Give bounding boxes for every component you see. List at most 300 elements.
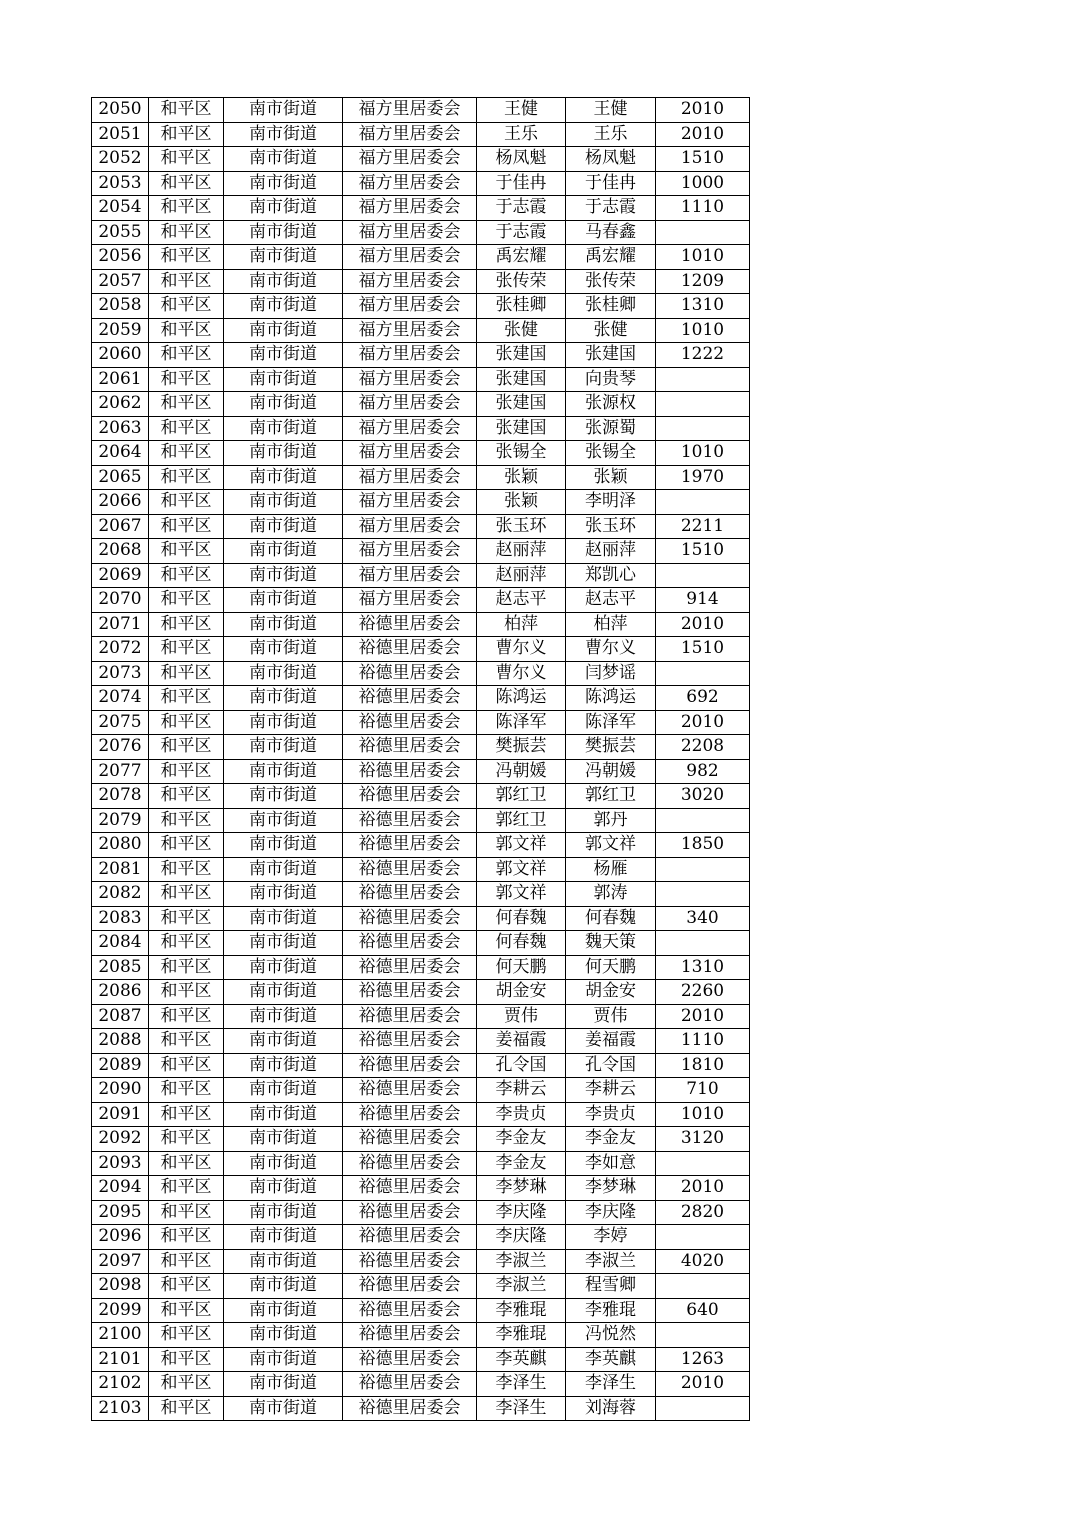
street-cell: 南市街道 (224, 857, 343, 882)
street-cell: 南市街道 (224, 416, 343, 441)
member-name-cell: 张传荣 (566, 269, 656, 294)
table-row (92, 1323, 750, 1348)
committee-cell: 裕德里居委会 (343, 1323, 477, 1348)
row-number-cell: 2060 (92, 343, 149, 368)
householder-cell: 张传荣 (477, 269, 566, 294)
amount-cell: 3120 (656, 1127, 750, 1152)
table-row (92, 931, 750, 956)
street-cell: 南市街道 (224, 1176, 343, 1201)
member-name-cell: 程雪卿 (566, 1274, 656, 1299)
street-cell: 南市街道 (224, 1029, 343, 1054)
householder-cell: 张建国 (477, 416, 566, 441)
amount-cell (656, 563, 750, 588)
district-cell: 和平区 (149, 906, 224, 931)
row-number-cell: 2095 (92, 1200, 149, 1225)
amount-cell (656, 1225, 750, 1250)
committee-cell: 裕德里居委会 (343, 1225, 477, 1250)
committee-cell: 福方里居委会 (343, 367, 477, 392)
amount-cell: 1110 (656, 1029, 750, 1054)
member-name-cell: 魏天策 (566, 931, 656, 956)
table-row (92, 343, 750, 368)
householder-cell: 于志霞 (477, 220, 566, 245)
householder-cell: 郭文祥 (477, 833, 566, 858)
row-number-cell: 2052 (92, 147, 149, 172)
committee-cell: 裕德里居委会 (343, 1396, 477, 1421)
member-name-cell: 冯朝媛 (566, 759, 656, 784)
district-cell: 和平区 (149, 392, 224, 417)
row-number-cell: 2062 (92, 392, 149, 417)
member-name-cell: 赵志平 (566, 588, 656, 613)
householder-cell: 姜福霞 (477, 1029, 566, 1054)
amount-cell (656, 931, 750, 956)
amount-cell: 1510 (656, 147, 750, 172)
row-number-cell: 2090 (92, 1078, 149, 1103)
amount-cell: 1010 (656, 441, 750, 466)
street-cell: 南市街道 (224, 1225, 343, 1250)
member-name-cell: 马春鑫 (566, 220, 656, 245)
amount-cell: 2010 (656, 612, 750, 637)
district-cell: 和平区 (149, 735, 224, 760)
district-cell: 和平区 (149, 465, 224, 490)
amount-cell (656, 1396, 750, 1421)
householder-cell: 杨凤魁 (477, 147, 566, 172)
row-number-cell: 2092 (92, 1127, 149, 1152)
district-cell: 和平区 (149, 1347, 224, 1372)
row-number-cell: 2100 (92, 1323, 149, 1348)
district-cell: 和平区 (149, 1298, 224, 1323)
member-name-cell: 于佳冉 (566, 171, 656, 196)
row-number-cell: 2084 (92, 931, 149, 956)
householder-cell: 赵志平 (477, 588, 566, 613)
committee-cell: 裕德里居委会 (343, 1004, 477, 1029)
householder-cell: 陈泽军 (477, 710, 566, 735)
row-number-cell: 2082 (92, 882, 149, 907)
row-number-cell: 2072 (92, 637, 149, 662)
table-row (92, 808, 750, 833)
district-cell: 和平区 (149, 416, 224, 441)
committee-cell: 裕德里居委会 (343, 735, 477, 760)
committee-cell: 裕德里居委会 (343, 808, 477, 833)
householder-cell: 李贵贞 (477, 1102, 566, 1127)
table-row (92, 1200, 750, 1225)
amount-cell (656, 416, 750, 441)
district-cell: 和平区 (149, 1053, 224, 1078)
householder-cell: 郭红卫 (477, 784, 566, 809)
householder-cell: 禹宏耀 (477, 245, 566, 270)
member-name-cell: 李庆隆 (566, 1200, 656, 1225)
street-cell: 南市街道 (224, 171, 343, 196)
member-name-cell: 贾伟 (566, 1004, 656, 1029)
table-row (92, 122, 750, 147)
district-cell: 和平区 (149, 857, 224, 882)
member-name-cell: 李贵贞 (566, 1102, 656, 1127)
committee-cell: 福方里居委会 (343, 563, 477, 588)
member-name-cell: 张建国 (566, 343, 656, 368)
district-cell: 和平区 (149, 882, 224, 907)
table-row (92, 1274, 750, 1299)
row-number-cell: 2070 (92, 588, 149, 613)
district-cell: 和平区 (149, 1004, 224, 1029)
district-cell: 和平区 (149, 808, 224, 833)
street-cell: 南市街道 (224, 955, 343, 980)
table-row (92, 1176, 750, 1201)
householder-cell: 张桂卿 (477, 294, 566, 319)
row-number-cell: 2063 (92, 416, 149, 441)
table-row (92, 269, 750, 294)
table-row (92, 514, 750, 539)
householder-cell: 柏萍 (477, 612, 566, 637)
street-cell: 南市街道 (224, 441, 343, 466)
district-cell: 和平区 (149, 196, 224, 221)
committee-cell: 裕德里居委会 (343, 1274, 477, 1299)
member-name-cell: 李雅琨 (566, 1298, 656, 1323)
district-cell: 和平区 (149, 1274, 224, 1299)
member-name-cell: 柏萍 (566, 612, 656, 637)
row-number-cell: 2085 (92, 955, 149, 980)
row-number-cell: 2093 (92, 1151, 149, 1176)
amount-cell: 2010 (656, 1176, 750, 1201)
amount-cell (656, 490, 750, 515)
member-name-cell: 郭涛 (566, 882, 656, 907)
row-number-cell: 2102 (92, 1372, 149, 1397)
committee-cell: 福方里居委会 (343, 465, 477, 490)
table-row (92, 147, 750, 172)
row-number-cell: 2071 (92, 612, 149, 637)
row-number-cell: 2057 (92, 269, 149, 294)
member-name-cell: 陈鸿运 (566, 686, 656, 711)
amount-cell: 2010 (656, 1372, 750, 1397)
row-number-cell: 2059 (92, 318, 149, 343)
amount-cell: 2211 (656, 514, 750, 539)
member-name-cell: 孔令国 (566, 1053, 656, 1078)
row-number-cell: 2096 (92, 1225, 149, 1250)
householder-cell: 张建国 (477, 343, 566, 368)
row-number-cell: 2086 (92, 980, 149, 1005)
member-name-cell: 王乐 (566, 122, 656, 147)
street-cell: 南市街道 (224, 1078, 343, 1103)
member-name-cell: 禹宏耀 (566, 245, 656, 270)
street-cell: 南市街道 (224, 588, 343, 613)
table-row (92, 759, 750, 784)
committee-cell: 裕德里居委会 (343, 1372, 477, 1397)
committee-cell: 福方里居委会 (343, 441, 477, 466)
street-cell: 南市街道 (224, 269, 343, 294)
amount-cell: 2260 (656, 980, 750, 1005)
street-cell: 南市街道 (224, 1004, 343, 1029)
householder-cell: 李英麒 (477, 1347, 566, 1372)
amount-cell: 2820 (656, 1200, 750, 1225)
row-number-cell: 2064 (92, 441, 149, 466)
district-cell: 和平区 (149, 931, 224, 956)
householder-cell: 李淑兰 (477, 1249, 566, 1274)
table-row (92, 784, 750, 809)
amount-cell: 1010 (656, 318, 750, 343)
table-row (92, 1078, 750, 1103)
householder-cell: 李梦琳 (477, 1176, 566, 1201)
street-cell: 南市街道 (224, 1372, 343, 1397)
committee-cell: 福方里居委会 (343, 490, 477, 515)
street-cell: 南市街道 (224, 931, 343, 956)
district-cell: 和平区 (149, 588, 224, 613)
committee-cell: 福方里居委会 (343, 220, 477, 245)
row-number-cell: 2091 (92, 1102, 149, 1127)
district-cell: 和平区 (149, 1176, 224, 1201)
row-number-cell: 2075 (92, 710, 149, 735)
row-number-cell: 2073 (92, 661, 149, 686)
committee-cell: 裕德里居委会 (343, 1249, 477, 1274)
district-cell: 和平区 (149, 318, 224, 343)
member-name-cell: 李金友 (566, 1127, 656, 1152)
district-cell: 和平区 (149, 294, 224, 319)
street-cell: 南市街道 (224, 294, 343, 319)
committee-cell: 裕德里居委会 (343, 1298, 477, 1323)
row-number-cell: 2094 (92, 1176, 149, 1201)
street-cell: 南市街道 (224, 710, 343, 735)
street-cell: 南市街道 (224, 1323, 343, 1348)
amount-cell: 2208 (656, 735, 750, 760)
row-number-cell: 2080 (92, 833, 149, 858)
householder-cell: 冯朝媛 (477, 759, 566, 784)
district-cell: 和平区 (149, 1225, 224, 1250)
committee-cell: 裕德里居委会 (343, 980, 477, 1005)
row-number-cell: 2065 (92, 465, 149, 490)
table-row (92, 980, 750, 1005)
street-cell: 南市街道 (224, 563, 343, 588)
householder-cell: 王乐 (477, 122, 566, 147)
member-name-cell: 李英麒 (566, 1347, 656, 1372)
street-cell: 南市街道 (224, 220, 343, 245)
row-number-cell: 2079 (92, 808, 149, 833)
committee-cell: 裕德里居委会 (343, 857, 477, 882)
table-row (92, 318, 750, 343)
amount-cell (656, 857, 750, 882)
street-cell: 南市街道 (224, 367, 343, 392)
street-cell: 南市街道 (224, 1127, 343, 1152)
row-number-cell: 2054 (92, 196, 149, 221)
committee-cell: 裕德里居委会 (343, 1200, 477, 1225)
member-name-cell: 姜福霞 (566, 1029, 656, 1054)
district-cell: 和平区 (149, 710, 224, 735)
amount-cell: 3020 (656, 784, 750, 809)
street-cell: 南市街道 (224, 808, 343, 833)
row-number-cell: 2061 (92, 367, 149, 392)
district-cell: 和平区 (149, 612, 224, 637)
street-cell: 南市街道 (224, 759, 343, 784)
householder-cell: 曹尔义 (477, 637, 566, 662)
table-row (92, 735, 750, 760)
householder-cell: 何春魏 (477, 906, 566, 931)
member-name-cell: 何春魏 (566, 906, 656, 931)
amount-cell: 1510 (656, 539, 750, 564)
amount-cell: 340 (656, 906, 750, 931)
member-name-cell: 杨雁 (566, 857, 656, 882)
district-cell: 和平区 (149, 514, 224, 539)
householder-cell: 胡金安 (477, 980, 566, 1005)
street-cell: 南市街道 (224, 318, 343, 343)
member-name-cell: 张锡全 (566, 441, 656, 466)
district-cell: 和平区 (149, 1151, 224, 1176)
street-cell: 南市街道 (224, 196, 343, 221)
amount-cell: 1310 (656, 955, 750, 980)
householder-cell: 张颖 (477, 465, 566, 490)
table-row (92, 367, 750, 392)
amount-cell: 1850 (656, 833, 750, 858)
householder-cell: 李泽生 (477, 1396, 566, 1421)
table-row (92, 661, 750, 686)
district-cell: 和平区 (149, 1249, 224, 1274)
householder-cell: 李淑兰 (477, 1274, 566, 1299)
street-cell: 南市街道 (224, 882, 343, 907)
member-name-cell: 张健 (566, 318, 656, 343)
table-row (92, 1396, 750, 1421)
row-number-cell: 2066 (92, 490, 149, 515)
table-row (92, 465, 750, 490)
street-cell: 南市街道 (224, 980, 343, 1005)
householder-cell: 李庆隆 (477, 1225, 566, 1250)
row-number-cell: 2050 (92, 98, 149, 123)
member-name-cell: 李淑兰 (566, 1249, 656, 1274)
row-number-cell: 2103 (92, 1396, 149, 1421)
table-row (92, 563, 750, 588)
amount-cell: 1010 (656, 245, 750, 270)
householder-cell: 张健 (477, 318, 566, 343)
street-cell: 南市街道 (224, 784, 343, 809)
member-name-cell: 王健 (566, 98, 656, 123)
committee-cell: 裕德里居委会 (343, 882, 477, 907)
district-cell: 和平区 (149, 1102, 224, 1127)
committee-cell: 裕德里居委会 (343, 1078, 477, 1103)
row-number-cell: 2076 (92, 735, 149, 760)
committee-cell: 裕德里居委会 (343, 1151, 477, 1176)
amount-cell: 1970 (656, 465, 750, 490)
street-cell: 南市街道 (224, 833, 343, 858)
member-name-cell: 于志霞 (566, 196, 656, 221)
table-row (92, 1053, 750, 1078)
table-body (92, 98, 750, 1421)
table-row (92, 294, 750, 319)
table-row (92, 98, 750, 123)
district-cell: 和平区 (149, 245, 224, 270)
committee-cell: 裕德里居委会 (343, 759, 477, 784)
district-cell: 和平区 (149, 1029, 224, 1054)
row-number-cell: 2099 (92, 1298, 149, 1323)
row-number-cell: 2051 (92, 122, 149, 147)
committee-cell: 裕德里居委会 (343, 661, 477, 686)
row-number-cell: 2088 (92, 1029, 149, 1054)
street-cell: 南市街道 (224, 343, 343, 368)
amount-cell (656, 367, 750, 392)
row-number-cell: 2097 (92, 1249, 149, 1274)
committee-cell: 裕德里居委会 (343, 612, 477, 637)
row-number-cell: 2069 (92, 563, 149, 588)
street-cell: 南市街道 (224, 1274, 343, 1299)
district-cell: 和平区 (149, 784, 224, 809)
amount-cell: 1810 (656, 1053, 750, 1078)
committee-cell: 裕德里居委会 (343, 1102, 477, 1127)
committee-cell: 福方里居委会 (343, 245, 477, 270)
district-cell: 和平区 (149, 637, 224, 662)
committee-cell: 福方里居委会 (343, 294, 477, 319)
street-cell: 南市街道 (224, 147, 343, 172)
committee-cell: 裕德里居委会 (343, 931, 477, 956)
table-row (92, 245, 750, 270)
table-row (92, 220, 750, 245)
member-name-cell: 杨凤魁 (566, 147, 656, 172)
district-cell: 和平区 (149, 833, 224, 858)
district-cell: 和平区 (149, 490, 224, 515)
row-number-cell: 2083 (92, 906, 149, 931)
committee-cell: 福方里居委会 (343, 196, 477, 221)
householder-cell: 陈鸿运 (477, 686, 566, 711)
street-cell: 南市街道 (224, 906, 343, 931)
row-number-cell: 2053 (92, 171, 149, 196)
committee-cell: 福方里居委会 (343, 343, 477, 368)
street-cell: 南市街道 (224, 1347, 343, 1372)
row-number-cell: 2055 (92, 220, 149, 245)
district-cell: 和平区 (149, 269, 224, 294)
row-number-cell: 2068 (92, 539, 149, 564)
street-cell: 南市街道 (224, 686, 343, 711)
district-cell: 和平区 (149, 441, 224, 466)
committee-cell: 裕德里居委会 (343, 710, 477, 735)
district-cell: 和平区 (149, 1323, 224, 1348)
householder-cell: 王健 (477, 98, 566, 123)
committee-cell: 裕德里居委会 (343, 686, 477, 711)
table-row (92, 1249, 750, 1274)
table-row (92, 1347, 750, 1372)
data-table (91, 97, 750, 1421)
amount-cell: 914 (656, 588, 750, 613)
row-number-cell: 2077 (92, 759, 149, 784)
district-cell: 和平区 (149, 563, 224, 588)
member-name-cell: 李如意 (566, 1151, 656, 1176)
householder-cell: 何春魏 (477, 931, 566, 956)
amount-cell: 1209 (656, 269, 750, 294)
amount-cell: 4020 (656, 1249, 750, 1274)
householder-cell: 张建国 (477, 392, 566, 417)
district-cell: 和平区 (149, 686, 224, 711)
committee-cell: 福方里居委会 (343, 318, 477, 343)
householder-cell: 樊振芸 (477, 735, 566, 760)
street-cell: 南市街道 (224, 98, 343, 123)
amount-cell: 2010 (656, 710, 750, 735)
householder-cell: 于志霞 (477, 196, 566, 221)
amount-cell: 640 (656, 1298, 750, 1323)
member-name-cell: 闫梦谣 (566, 661, 656, 686)
committee-cell: 裕德里居委会 (343, 1127, 477, 1152)
committee-cell: 福方里居委会 (343, 122, 477, 147)
amount-cell (656, 392, 750, 417)
amount-cell: 692 (656, 686, 750, 711)
street-cell: 南市街道 (224, 1151, 343, 1176)
table-row (92, 710, 750, 735)
table-row (92, 196, 750, 221)
committee-cell: 福方里居委会 (343, 171, 477, 196)
committee-cell: 裕德里居委会 (343, 1347, 477, 1372)
member-name-cell: 李耕云 (566, 1078, 656, 1103)
table-row (92, 1004, 750, 1029)
member-name-cell: 李梦琳 (566, 1176, 656, 1201)
committee-cell: 福方里居委会 (343, 147, 477, 172)
amount-cell (656, 1274, 750, 1299)
district-cell: 和平区 (149, 122, 224, 147)
member-name-cell: 张源权 (566, 392, 656, 417)
street-cell: 南市街道 (224, 1053, 343, 1078)
street-cell: 南市街道 (224, 661, 343, 686)
amount-cell (656, 661, 750, 686)
street-cell: 南市街道 (224, 637, 343, 662)
committee-cell: 福方里居委会 (343, 539, 477, 564)
